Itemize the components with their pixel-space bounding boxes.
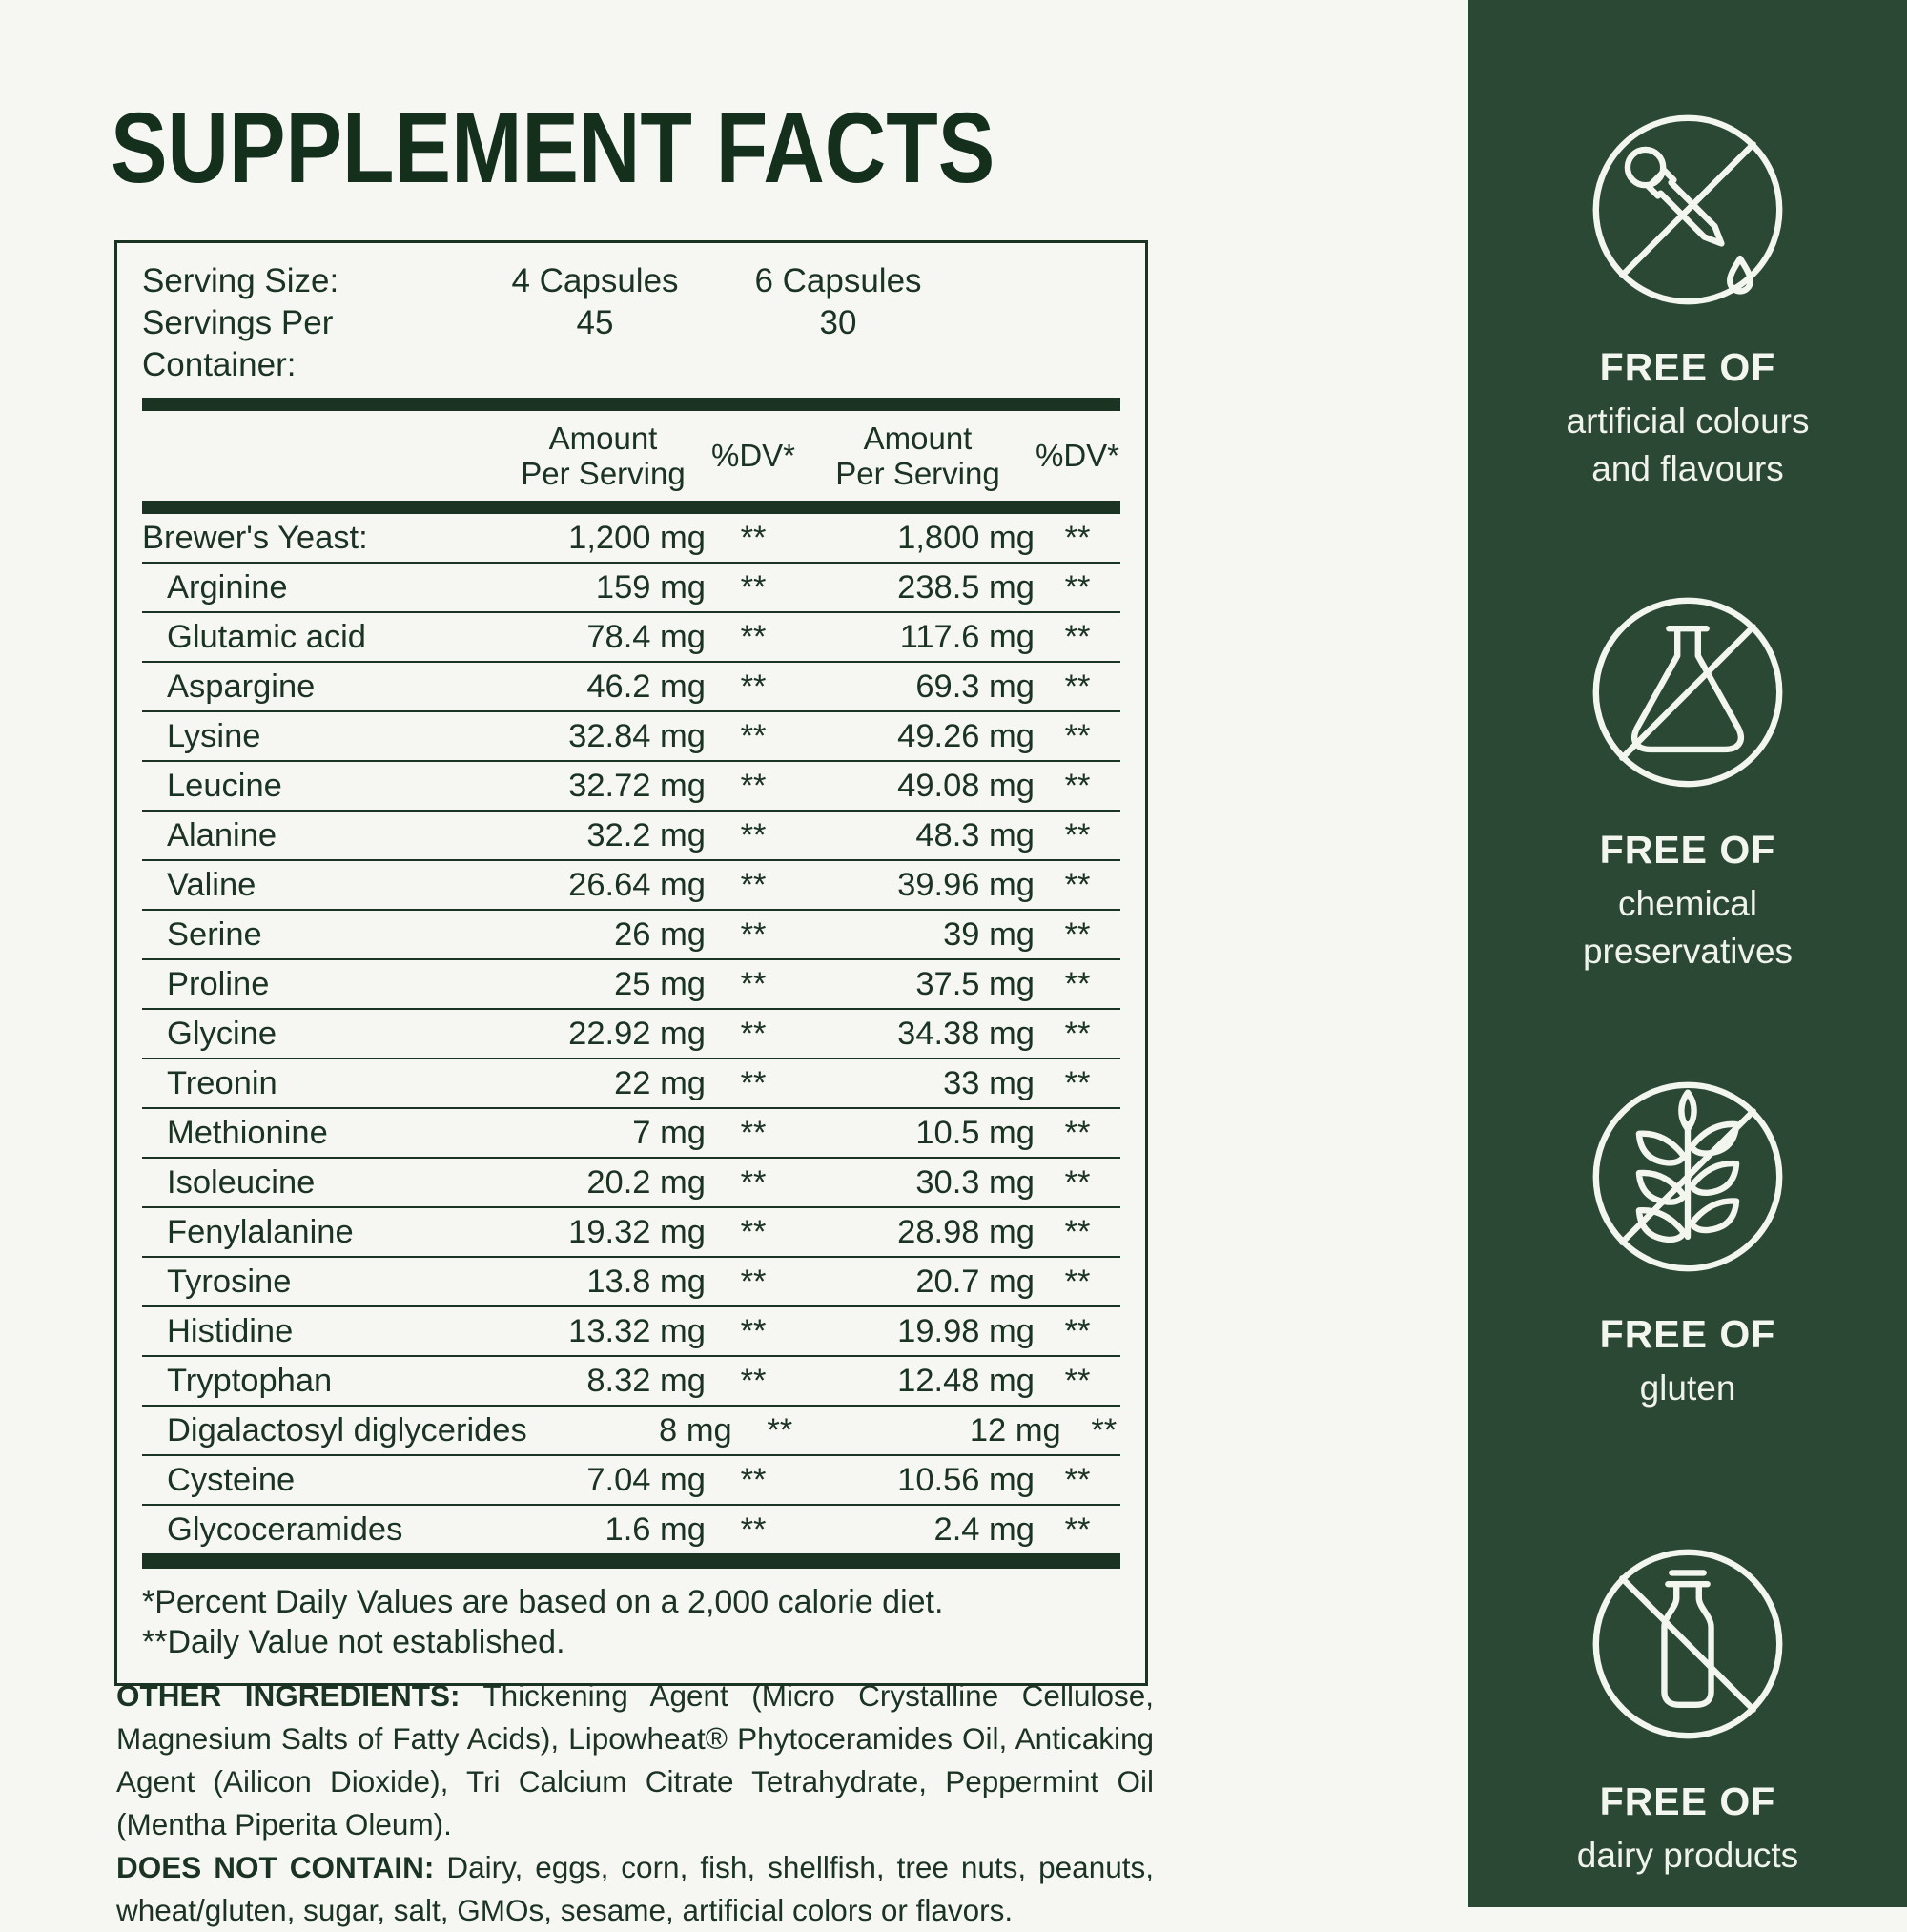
dropper-icon bbox=[1585, 107, 1791, 313]
amount-header-4caps: Amount Per Serving bbox=[521, 421, 686, 491]
nutrient-name: Cysteine bbox=[167, 1462, 296, 1498]
badge-subtitle-line: dairy products bbox=[1576, 1836, 1799, 1875]
amount-header-6caps: Amount Per Serving bbox=[835, 421, 1000, 491]
table-row bbox=[142, 1059, 1120, 1109]
dv-6caps: ** bbox=[1064, 867, 1091, 903]
badge-subtitle-line: artificial colours bbox=[1566, 401, 1810, 441]
table-row bbox=[142, 1456, 1120, 1506]
nutrient-name: Methionine bbox=[167, 1115, 328, 1151]
amount-6caps: 19.98 mg bbox=[897, 1313, 1035, 1349]
amount-6caps: 69.3 mg bbox=[915, 668, 1035, 705]
dv-4caps: ** bbox=[740, 1164, 767, 1201]
column-headers bbox=[142, 411, 1120, 501]
badge-title: FREE OF bbox=[1599, 1779, 1776, 1823]
page-title: SUPPLEMENT FACTS bbox=[111, 92, 995, 204]
dv-4caps: ** bbox=[740, 1115, 767, 1151]
dv-6caps: ** bbox=[1064, 569, 1091, 606]
dv-4caps: ** bbox=[740, 1016, 767, 1052]
dv-6caps: ** bbox=[1064, 1313, 1091, 1349]
dv-4caps: ** bbox=[740, 1462, 767, 1498]
amount-4caps: 32.2 mg bbox=[586, 817, 706, 853]
does-not-contain-text: Dairy, eggs, corn, fish, shellfish, tree nuts, peanuts, wheat/gluten, sugar, salt, GMOs, sesame, artificial colors or flavors. bbox=[116, 1850, 1154, 1927]
table-row bbox=[142, 1307, 1120, 1357]
serving-size-4caps: 4 Capsules bbox=[511, 262, 679, 299]
dv-6caps: ** bbox=[1064, 619, 1091, 655]
amount-4caps: 13.32 mg bbox=[568, 1313, 706, 1349]
dv-4caps: ** bbox=[740, 1363, 767, 1399]
amount-6caps: 37.5 mg bbox=[915, 966, 1035, 1002]
table-row bbox=[142, 861, 1120, 911]
amount-6caps: 48.3 mg bbox=[915, 817, 1035, 853]
table-row bbox=[142, 663, 1120, 712]
nutrient-name: Glycoceramides bbox=[167, 1511, 403, 1548]
amount-4caps: 1,200 mg bbox=[568, 520, 706, 556]
amount-6caps: 49.08 mg bbox=[897, 768, 1035, 804]
amount-4caps: 20.2 mg bbox=[586, 1164, 706, 1201]
milk-bottle-icon bbox=[1585, 1541, 1791, 1747]
servings-per-container-row bbox=[142, 302, 1120, 386]
divider-bar bbox=[142, 398, 1120, 411]
dv-6caps: ** bbox=[1064, 520, 1091, 556]
other-ingredients-label: OTHER INGREDIENTS: bbox=[116, 1678, 461, 1713]
dv-4caps: ** bbox=[740, 718, 767, 754]
nutrient-name: Tryptophan bbox=[167, 1363, 333, 1399]
dv-6caps: ** bbox=[1064, 768, 1091, 804]
nutrient-name: Digalactosyl diglycerides bbox=[167, 1412, 527, 1449]
table-row bbox=[142, 1258, 1120, 1307]
dv-6caps: ** bbox=[1064, 916, 1091, 953]
table-row bbox=[142, 1208, 1120, 1258]
flask-icon bbox=[1585, 589, 1791, 795]
amount-4caps: 19.32 mg bbox=[568, 1214, 706, 1250]
badge-gluten bbox=[1468, 1074, 1907, 1412]
amount-6caps: 2.4 mg bbox=[933, 1511, 1035, 1548]
dv-4caps: ** bbox=[740, 916, 767, 953]
dv-6caps: ** bbox=[1064, 1462, 1091, 1498]
dv-6caps: ** bbox=[1064, 817, 1091, 853]
free-of-sidebar bbox=[1468, 0, 1907, 1907]
does-not-contain-label: DOES NOT CONTAIN: bbox=[116, 1850, 435, 1884]
table-row bbox=[142, 613, 1120, 663]
amount-4caps: 7.04 mg bbox=[586, 1462, 706, 1498]
amount-6caps: 39 mg bbox=[943, 916, 1035, 953]
table-row bbox=[142, 1506, 1120, 1555]
table-row bbox=[142, 564, 1120, 613]
dv-6caps: ** bbox=[1064, 1115, 1091, 1151]
badge-title: FREE OF bbox=[1599, 828, 1776, 872]
dv-6caps: ** bbox=[1064, 718, 1091, 754]
amount-6caps: 10.56 mg bbox=[897, 1462, 1035, 1498]
nutrient-name: Valine bbox=[167, 867, 256, 903]
amount-4caps: 46.2 mg bbox=[586, 668, 706, 705]
amount-4caps: 8.32 mg bbox=[586, 1363, 706, 1399]
dv-4caps: ** bbox=[740, 817, 767, 853]
dv-4caps: ** bbox=[767, 1412, 793, 1449]
nutrient-name: Glutamic acid bbox=[167, 619, 366, 655]
amount-6caps: 12.48 mg bbox=[897, 1363, 1035, 1399]
dv-4caps: ** bbox=[740, 520, 767, 556]
table-row bbox=[142, 960, 1120, 1010]
nutrient-name: Treonin bbox=[167, 1065, 277, 1101]
badge-subtitle-line: and flavours bbox=[1591, 449, 1784, 488]
dv-4caps: ** bbox=[740, 966, 767, 1002]
dv-4caps: ** bbox=[740, 619, 767, 655]
dv-4caps: ** bbox=[740, 867, 767, 903]
badge-title: FREE OF bbox=[1599, 1312, 1776, 1356]
amount-4caps: 1.6 mg bbox=[605, 1511, 706, 1548]
amount-4caps: 8 mg bbox=[659, 1412, 732, 1449]
dv-6caps: ** bbox=[1064, 1511, 1091, 1548]
badge-subtitle-line: gluten bbox=[1639, 1368, 1736, 1408]
amount-4caps: 78.4 mg bbox=[586, 619, 706, 655]
amount-4caps: 32.72 mg bbox=[568, 768, 706, 804]
amount-6caps: 30.3 mg bbox=[915, 1164, 1035, 1201]
table-row bbox=[142, 1109, 1120, 1159]
badge-title: FREE OF bbox=[1599, 345, 1776, 389]
divider-bar bbox=[142, 501, 1120, 514]
nutrient-name: Arginine bbox=[167, 569, 288, 606]
serving-size-label: Serving Size: bbox=[142, 262, 339, 299]
servings-6caps: 30 bbox=[819, 304, 857, 341]
nutrient-name: Alanine bbox=[167, 817, 277, 853]
amount-6caps: 12 mg bbox=[969, 1412, 1061, 1449]
dv-header-4caps: %DV* bbox=[710, 438, 796, 473]
badge-subtitle-line: preservatives bbox=[1582, 932, 1794, 971]
dv-6caps: ** bbox=[1064, 668, 1091, 705]
badge-dairy-products bbox=[1468, 1541, 1907, 1880]
amount-6caps: 10.5 mg bbox=[915, 1115, 1035, 1151]
amount-4caps: 32.84 mg bbox=[568, 718, 706, 754]
footnote-dv: *Percent Daily Values are based on a 2,000 calorie diet. bbox=[142, 1584, 944, 1620]
dv-4caps: ** bbox=[740, 1065, 767, 1101]
footnote-not-established: **Daily Value not established. bbox=[142, 1624, 565, 1660]
servings-label: Servings Per Container: bbox=[142, 304, 334, 383]
dv-6caps: ** bbox=[1064, 1164, 1091, 1201]
amount-4caps: 22 mg bbox=[614, 1065, 706, 1101]
table-row bbox=[142, 1357, 1120, 1407]
dv-4caps: ** bbox=[740, 1313, 767, 1349]
amount-4caps: 26.64 mg bbox=[568, 867, 706, 903]
dv-header-6caps: %DV* bbox=[1035, 438, 1120, 473]
amount-4caps: 25 mg bbox=[614, 966, 706, 1002]
amount-4caps: 159 mg bbox=[595, 569, 706, 606]
table-row bbox=[142, 911, 1120, 960]
table-row bbox=[142, 1159, 1120, 1208]
nutrient-name: Proline bbox=[167, 966, 270, 1002]
dv-6caps: ** bbox=[1091, 1412, 1118, 1449]
amount-4caps: 13.8 mg bbox=[586, 1264, 706, 1300]
dv-6caps: ** bbox=[1064, 1264, 1091, 1300]
nutrient-name: Fenylalanine bbox=[167, 1214, 354, 1250]
badge-chemical-preservatives bbox=[1468, 589, 1907, 976]
dv-6caps: ** bbox=[1064, 1065, 1091, 1101]
amount-6caps: 20.7 mg bbox=[915, 1264, 1035, 1300]
nutrient-name: Serine bbox=[167, 916, 262, 953]
serving-size-row bbox=[142, 260, 1120, 302]
supplement-facts-panel bbox=[114, 240, 1148, 1686]
dv-6caps: ** bbox=[1064, 1214, 1091, 1250]
nutrient-name: Brewer's Yeast: bbox=[142, 520, 368, 556]
nutrient-name: Isoleucine bbox=[167, 1164, 316, 1201]
other-ingredients-paragraph bbox=[116, 1675, 1154, 1932]
nutrient-name: Aspargine bbox=[167, 668, 316, 705]
dv-6caps: ** bbox=[1064, 966, 1091, 1002]
serving-size-6caps: 6 Capsules bbox=[754, 262, 922, 299]
table-row bbox=[142, 762, 1120, 812]
amount-6caps: 33 mg bbox=[943, 1065, 1035, 1101]
dv-4caps: ** bbox=[740, 1264, 767, 1300]
amount-6caps: 39.96 mg bbox=[897, 867, 1035, 903]
footnotes bbox=[142, 1582, 1120, 1662]
amount-6caps: 1,800 mg bbox=[897, 520, 1035, 556]
other-ingredients-text: Thickening Agent (Micro Crystalline Cellulose, Magnesium Salts of Fatty Acids), Lipowheat® Phytoceramides Oil, Anticaking Agent (Ailicon Dioxide), Tri Calcium Citrate Tetrahydrate, Peppermint Oil (Mentha Piperita Oleum). bbox=[116, 1678, 1155, 1841]
table-row bbox=[142, 812, 1120, 861]
amount-6caps: 28.98 mg bbox=[897, 1214, 1035, 1250]
amount-4caps: 7 mg bbox=[632, 1115, 706, 1151]
amount-6caps: 117.6 mg bbox=[899, 619, 1035, 655]
table-row bbox=[142, 1010, 1120, 1059]
amount-4caps: 22.92 mg bbox=[568, 1016, 706, 1052]
divider-bar bbox=[142, 1555, 1120, 1569]
dv-6caps: ** bbox=[1064, 1016, 1091, 1052]
amount-6caps: 34.38 mg bbox=[897, 1016, 1035, 1052]
dv-4caps: ** bbox=[740, 569, 767, 606]
nutrient-name: Histidine bbox=[167, 1313, 294, 1349]
badge-subtitle-line: chemical bbox=[1618, 884, 1757, 923]
amount-4caps: 26 mg bbox=[614, 916, 706, 953]
nutrient-name: Lysine bbox=[167, 718, 261, 754]
dv-4caps: ** bbox=[740, 668, 767, 705]
servings-4caps: 45 bbox=[576, 304, 614, 341]
badge-artificial-colours bbox=[1468, 107, 1907, 493]
dv-4caps: ** bbox=[740, 1511, 767, 1548]
dv-4caps: ** bbox=[740, 768, 767, 804]
table-row bbox=[142, 712, 1120, 762]
amount-6caps: 238.5 mg bbox=[897, 569, 1035, 606]
amount-6caps: 49.26 mg bbox=[897, 718, 1035, 754]
dv-6caps: ** bbox=[1064, 1363, 1091, 1399]
nutrient-name: Tyrosine bbox=[167, 1264, 292, 1300]
dv-4caps: ** bbox=[740, 1214, 767, 1250]
nutrient-name: Leucine bbox=[167, 768, 282, 804]
nutrient-name: Glycine bbox=[167, 1016, 277, 1052]
table-row bbox=[142, 1407, 1120, 1456]
table-row bbox=[142, 514, 1120, 564]
wheat-icon bbox=[1585, 1074, 1791, 1280]
